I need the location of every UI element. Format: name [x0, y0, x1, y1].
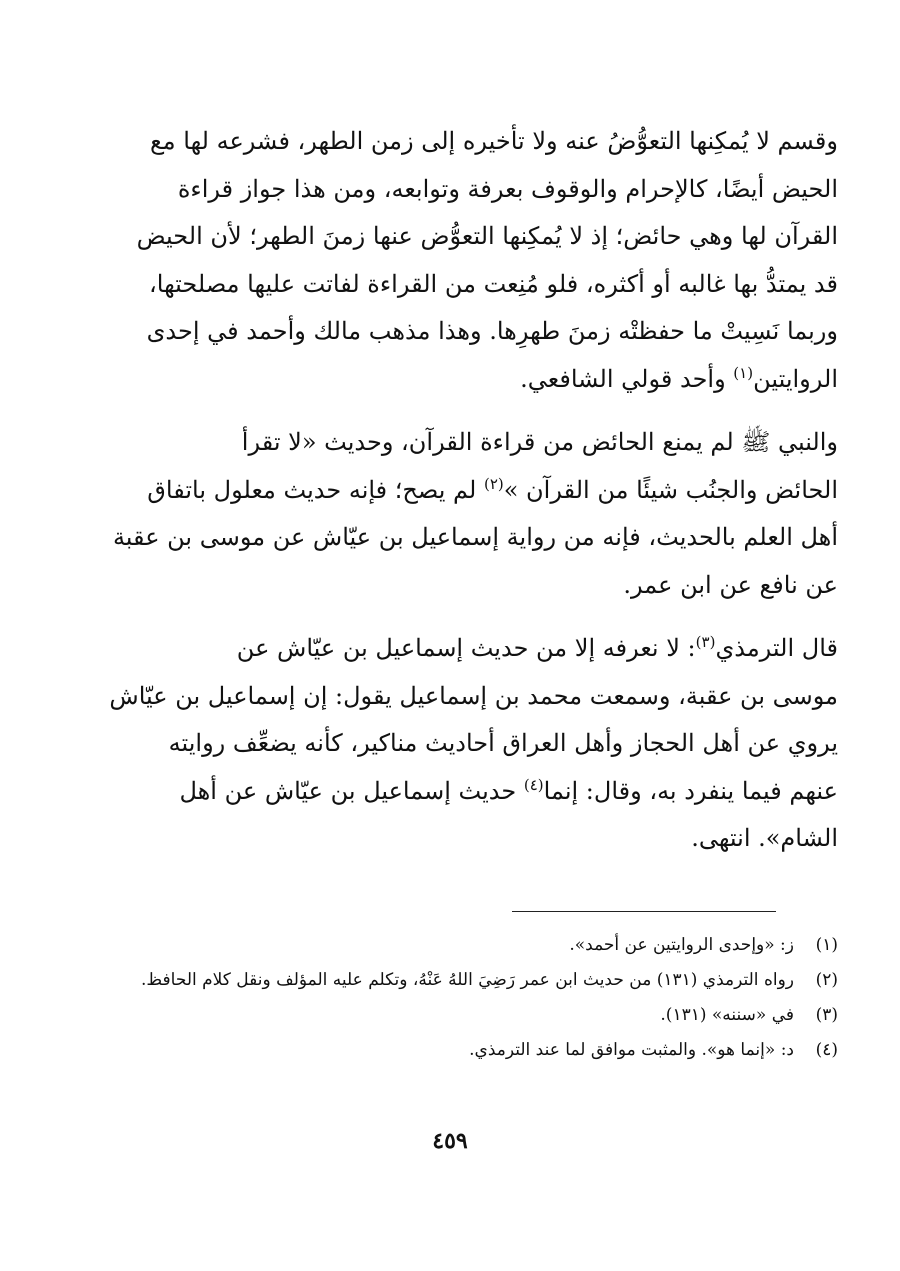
text-line: أهل العلم بالحديث، فإنه من رواية إسماعيل بن عيّاش عن موسى بن عقبة [112, 523, 838, 551]
text-line [118, 768, 838, 816]
text-segment: عنهم فيما ينفرد به، وقال: إنما [543, 776, 838, 805]
footnote-text: د: «إنما هو». والمثبت موافق لما عند الترمذي. [469, 1040, 794, 1060]
text-line: يروي عن أهل الحجاز وأهل العراق أحاديث مناكير، كأنه يضعِّف روايته [168, 729, 838, 757]
footnote-number: (٣) [815, 1005, 838, 1025]
text-line: القرآن لها وهي حائض؛ إذ لا يُمكِنها التعوُّض عنها زمنَ الطهر؛ لأن الحيض [136, 222, 838, 250]
footnote-text: رواه الترمذي (١٣١) من حديث ابن عمر رَضِيَ اللهُ عَنْهُ، وتكلم عليه المؤلف ونقل كلام الحافظ. [141, 970, 794, 990]
text-line [118, 625, 838, 673]
text-segment: الحائض والجنُب شيئًا من القرآن » [503, 475, 838, 504]
footnote-ref[interactable]: (٢) [483, 474, 504, 493]
footnote-item [118, 1033, 838, 1068]
footnote-item [118, 998, 838, 1033]
footnote-text: ز: «وإحدى الروايتين عن أحمد». [569, 935, 794, 955]
text-line [118, 356, 838, 404]
text-line: عن نافع عن ابن عمر. [623, 570, 838, 599]
footnote-ref[interactable]: (٣) [695, 633, 716, 651]
text-line: والنبي ﷺ لم يمنع الحائض من قراءة القرآن، وحديث «لا تقرأ [241, 428, 838, 456]
text-segment: وأحد قولي الشافعي. [520, 364, 734, 393]
text-line [118, 467, 838, 515]
footnote-number: (٢) [815, 970, 838, 990]
footnote-number: (١) [815, 935, 838, 955]
text-line: وربما نَسِيتْ ما حفظتْه زمنَ طهرِها. وهذا مذهب مالك وأحمد في إحدى [146, 317, 838, 345]
footnote-item [118, 928, 838, 963]
text-line: الشام». انتهى. [691, 824, 838, 852]
text-segment: قال الترمذي [715, 634, 838, 662]
footnote-item [118, 963, 838, 998]
paragraph-2 [112, 419, 838, 609]
text-line: قد يمتدُّ بها غالبه أو أكثره، فلو مُنِعت من القراءة لفاتت عليها مصلحتها، [149, 269, 838, 298]
footnote-text: في «سننه» (١٣١). [660, 1005, 794, 1025]
page-number: ٤٥٩ [432, 1128, 468, 1154]
footnotes [118, 928, 838, 1068]
footnote-ref[interactable]: (١) [733, 363, 754, 382]
text-line: وقسم لا يُمكِنها التعوُّضُ عنه ولا تأخيره إلى زمن الطهر، فشرعه لها مع [150, 127, 838, 155]
footnote-separator [512, 911, 776, 912]
paragraph-1 [118, 118, 838, 403]
text-segment: الروايتين [753, 364, 838, 393]
footnote-ref[interactable]: (٤) [523, 775, 544, 794]
text-segment: لم يصح؛ فإنه حديث معلول باتفاق [147, 475, 484, 504]
text-segment: حديث إسماعيل بن عيّاش عن أهل [179, 776, 524, 805]
text-line: الحيض أيضًا، كالإحرام والوقوف بعرفة وتوابعه، ومن هذا جواز قراءة [177, 174, 838, 203]
text-segment: : لا نعرفه إلا من حديث إسماعيل بن عيّاش عن [236, 634, 696, 662]
main-text [109, 118, 838, 879]
text-line: موسى بن عقبة، وسمعت محمد بن إسماعيل يقول: إن إسماعيل بن عيّاش [109, 681, 838, 710]
footnote-number: (٤) [815, 1040, 838, 1060]
paragraph-3 [109, 625, 838, 863]
